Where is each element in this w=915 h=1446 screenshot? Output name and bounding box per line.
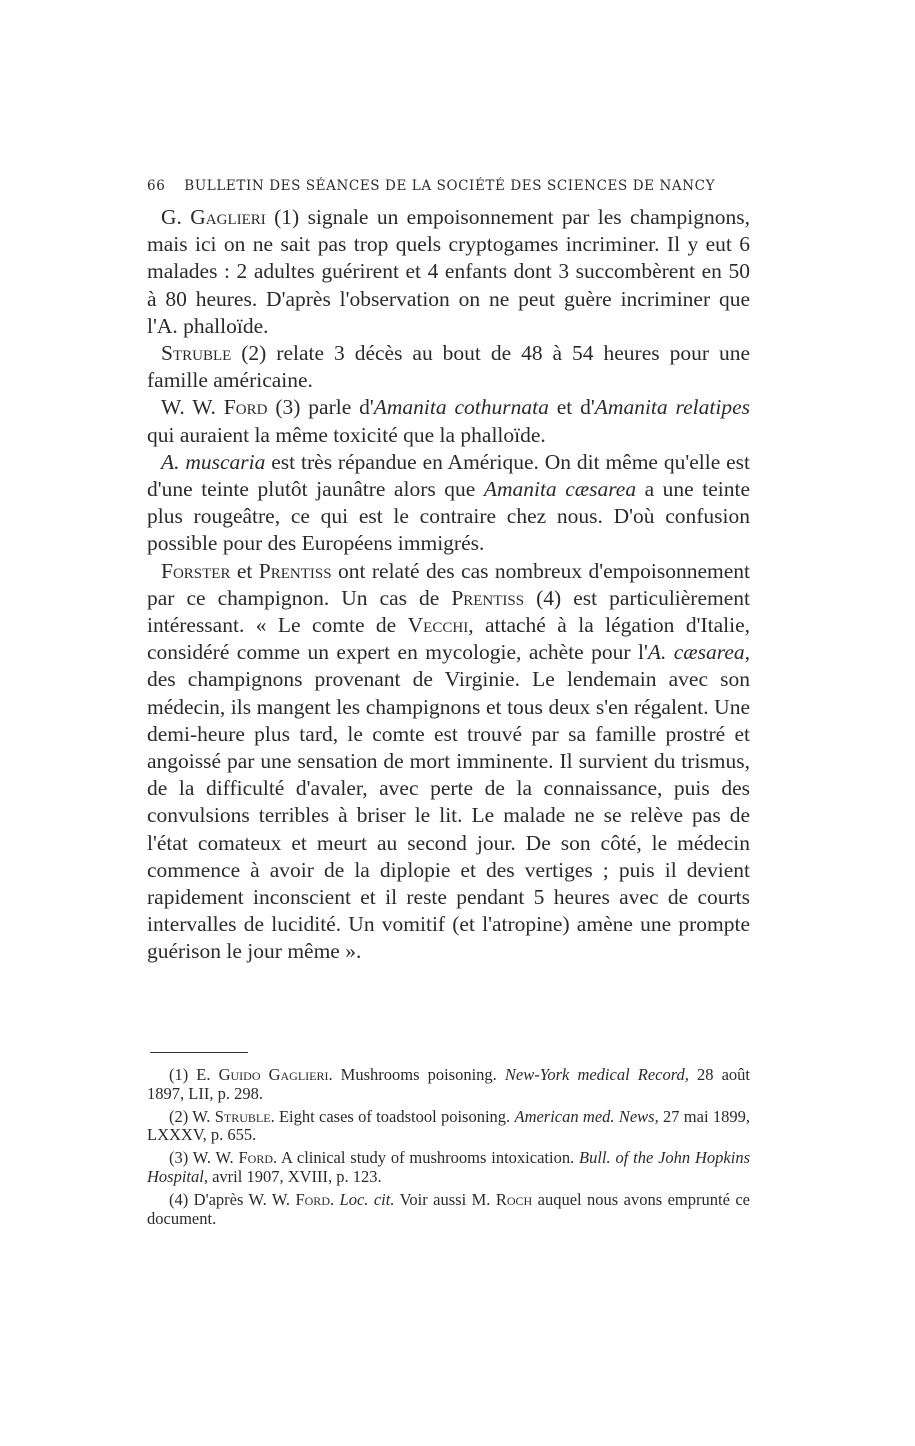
author-name: W. W. Ford bbox=[161, 395, 268, 420]
paragraph-text: (1) signale un empoisonnement par les champignons, mais ici on ne sait pas trop quels cryptogames incriminer. Il y eut 6 malades : 2 adultes guérirent et 4 enfants dont 3 succombèrent en 50 à 80 heures. D'après l'observation on ne peut guère incriminer que l'A. phalloïde. bbox=[147, 205, 750, 338]
running-header bbox=[147, 178, 755, 194]
species-name: Amanita relatipes bbox=[594, 395, 750, 420]
paragraph-text: , des champignons provenant de Virginie. Le lendemain avec son médecin, ils mangent les champignons et tous deux s'en régalent. Une demi-heure plus tard, le comte est trouvé par sa famille prostré et angoissé par une sensation de mort imminente. Il survient du trismus, de la difficulté d'avaler, avec perte de la connaissance, puis des convulsions terribles à briser le lit. Le malade ne se relève pas de l'état comateux et meurt au second jour. De son côté, le médecin commence à avoir de la diplopie et des vertiges ; puis il devient rapidement inconscient et il reste pendant 5 heures avec de courts intervalles de lucidité. Un vomitif (et l'atropine) amène une prompte guérison le jour même ». bbox=[147, 640, 750, 964]
paragraph-text: (3) parle d' bbox=[267, 395, 374, 420]
paragraph-text: qui auraient la même toxicité que la phalloïde. bbox=[147, 422, 546, 447]
person-name: Vecchi bbox=[407, 613, 469, 638]
paragraph-text: et d' bbox=[548, 395, 595, 420]
footnote-mark: (3) W. W. bbox=[169, 1148, 239, 1168]
footnote-text: . Eight cases of toadstool poisoning. bbox=[270, 1106, 515, 1126]
author-name: Prentiss bbox=[258, 558, 332, 583]
paragraph-struble bbox=[147, 340, 750, 394]
paragraph-text: et bbox=[230, 558, 259, 583]
footnote-mark: (2) W. bbox=[169, 1106, 215, 1126]
footnote-text: . bbox=[329, 1189, 340, 1209]
paragraph-forster-prentiss bbox=[147, 558, 750, 966]
paragraph-ford bbox=[147, 394, 750, 448]
footnote-text: avril 1907, XVIII, p. 123. bbox=[207, 1166, 382, 1186]
paragraph-text: , attaché à la légation d'Italie, considéré comme un expert en mycologie, achète pour l' bbox=[147, 613, 750, 665]
footnote-1 bbox=[147, 1066, 750, 1104]
author-name: Ford bbox=[295, 1189, 330, 1209]
species-name: Amanita cothurnata bbox=[373, 395, 549, 420]
author-name: Struble bbox=[161, 341, 232, 366]
footnotes bbox=[147, 1066, 750, 1232]
author-name: Ford bbox=[238, 1148, 274, 1168]
footnote-text: Voir aussi M. bbox=[394, 1189, 496, 1209]
paragraph-text: est très répandue en Amérique. On dit même qu'elle est d'une teinte plutôt jaunâtre alors que bbox=[147, 449, 750, 502]
footnote-2 bbox=[147, 1108, 750, 1146]
author-name: Prentiss bbox=[451, 585, 525, 610]
author-name: Forster bbox=[161, 558, 231, 583]
paragraph-text: a une teinte plus rougeâtre, ce qui est le contraire chez nous. D'où confusion possible pour des Européens immigrés. bbox=[147, 477, 750, 556]
author-name: Struble bbox=[214, 1106, 271, 1126]
author-name: Roch bbox=[495, 1189, 533, 1209]
footnote-text: 27 mai 1899, LXXXV, p. 655. bbox=[147, 1106, 750, 1145]
footnote-3 bbox=[147, 1149, 750, 1187]
footnote-4 bbox=[147, 1191, 750, 1229]
page-number: 66 bbox=[147, 178, 166, 194]
paragraph-gaglieri bbox=[147, 204, 750, 340]
running-title: BULLETIN DES SÉANCES DE LA SOCIÉTÉ DES SCIENCES DE NANCY bbox=[184, 178, 716, 194]
species-name: Amanita cæsarea bbox=[483, 477, 637, 502]
journal-title: American med. News, bbox=[514, 1106, 659, 1126]
footnote-separator bbox=[150, 1052, 248, 1053]
species-name: A. muscaria bbox=[161, 449, 266, 474]
author-name: G. Gaglieri bbox=[161, 205, 266, 229]
paragraph-text: (4) est particulièrement intéressant. « Le comte de bbox=[147, 585, 750, 638]
citation-abbreviation: Loc. cit. bbox=[339, 1189, 395, 1209]
footnote-text: . A clinical study of mushrooms intoxication. bbox=[273, 1148, 580, 1168]
footnote-text: . Mushrooms poisoning. bbox=[328, 1065, 505, 1084]
footnote-text: 28 août 1897, LII, p. 298. bbox=[147, 1065, 750, 1103]
footnote-mark: (1) E. bbox=[169, 1065, 219, 1084]
footnote-text: auquel nous avons emprunté ce document. bbox=[147, 1189, 750, 1228]
paragraph-muscaria bbox=[147, 449, 750, 558]
author-name: Guido Gaglieri bbox=[218, 1065, 329, 1084]
journal-title: Bull. of the John Hopkins Hospital, bbox=[147, 1148, 750, 1186]
species-name: A. cæsarea bbox=[647, 640, 745, 665]
footnote-mark: (4) D'après W. W. bbox=[169, 1189, 296, 1209]
journal-title: New-York medical Record, bbox=[504, 1065, 689, 1084]
body-text bbox=[147, 204, 750, 966]
paragraph-text: ont relaté des cas nombreux d'empoisonnement par ce champignon. Un cas de bbox=[147, 558, 750, 610]
paragraph-text: (2) relate 3 décès au bout de 48 à 54 heures pour une famille américaine. bbox=[147, 341, 750, 393]
